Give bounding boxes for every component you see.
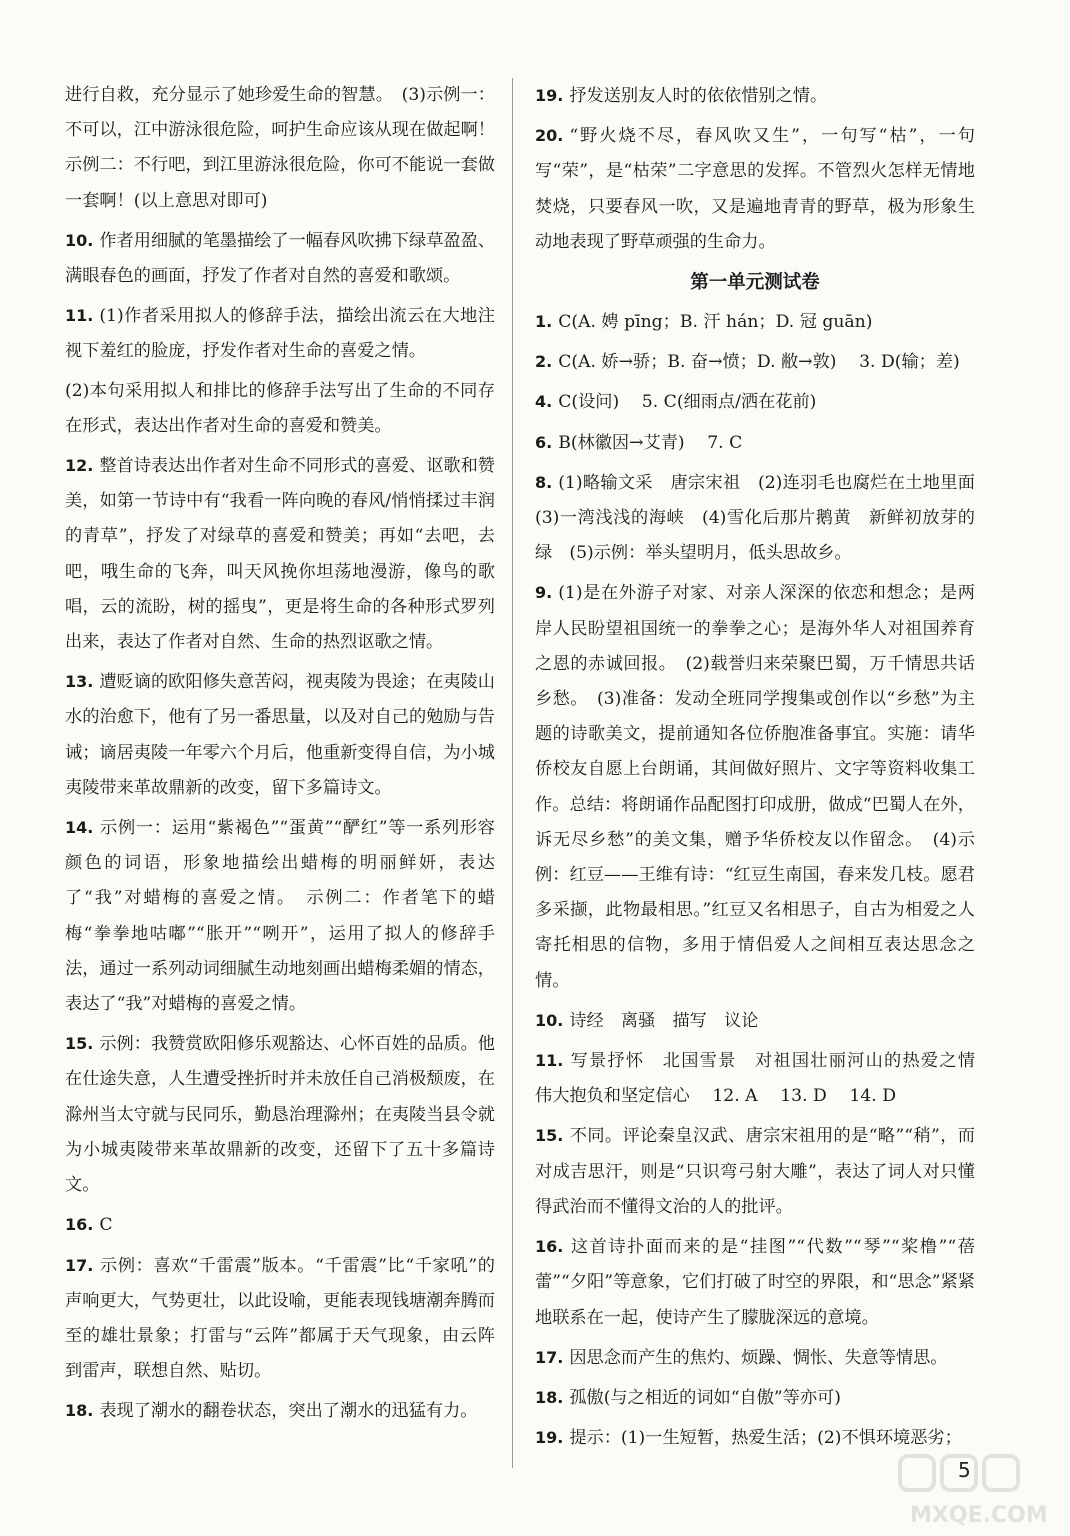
question-number: 15. xyxy=(535,1126,564,1146)
left-answer-item xyxy=(65,1207,495,1243)
right-answer-item xyxy=(535,78,975,114)
question-number: 11. xyxy=(65,306,94,326)
question-number: 2. xyxy=(535,352,553,372)
left-answer-item xyxy=(65,1248,495,1390)
answer-text: 示例一：运用“紫褐色”“蛋黄”“酽红”等一系列形容颜色的词语，形象地描绘出蜡梅的明丽鲜妍，表达了“我”对蜡梅的喜爱之情。 示例二：作者笔下的蜡梅“拳拳地咕嘟”“胀开”“咧开”，运用了拟人的修辞手法，通过一系列动词细腻生动地刻画出蜡梅柔媚的情态，表达了“我”对蜡梅的喜爱之情。 xyxy=(65,818,495,1015)
left-column xyxy=(65,78,495,1434)
answer-text: C(A. 娉 pīng；B. 汗 hán；D. 冠 guān) xyxy=(558,312,873,333)
question-number: 16. xyxy=(65,1215,94,1235)
answer-text: 诗经 离骚 描写 议论 xyxy=(569,1010,759,1031)
section-title: 第一单元测试卷 xyxy=(690,272,820,294)
right-answer-item xyxy=(535,384,975,420)
right-answer-item xyxy=(535,465,993,572)
answer-text: (1)略输文采 唐宗宋祖 (2)连羽毛也腐烂在土地里面 (3)一湾浅浅的海峡 (4)雪化后那片鹅黄 新鲜初放芽的绿 (5)示例：举头望明月，低头思故乡。 xyxy=(535,472,993,564)
right-answer-item xyxy=(535,1380,975,1416)
question-number: 16. xyxy=(535,1237,564,1257)
answer-text: C(A. 娇→骄；B. 奋→愤；D. 敝→敦) 3. D(输；差) xyxy=(558,352,960,373)
left-answer-item xyxy=(65,810,495,1022)
question-number: 10. xyxy=(535,1010,564,1030)
right-answer-item xyxy=(535,304,975,340)
right-answer-item xyxy=(535,1003,975,1039)
answer-text: 提示：(1)一生短暂，热爱生活；(2)不惧环境恶劣； xyxy=(569,1428,962,1449)
answer-text: 遭贬谪的欧阳修失意苦闷，视夷陵为畏途；在夷陵山水的治愈下，他有了另一番思量，以及对自己的勉励与告诫；谪居夷陵一年零六个月后，他重新变得自信，为小城夷陵带来革故鼎新的改变，留下多篇诗文。 xyxy=(65,672,495,798)
question-number: 11. xyxy=(535,1051,564,1071)
right-answer-item xyxy=(535,1340,975,1376)
page-number: 5 xyxy=(958,1458,971,1482)
answer-text: 写景抒怀 北国雪景 对祖国壮丽河山的热爱之情 伟大抱负和坚定信心 12. A 13. D 14. D xyxy=(535,1051,993,1107)
right-answer-item xyxy=(535,1229,975,1336)
answer-text: 不同。评论秦皇汉武、唐宗宋祖用的是“略”“稍”，而对成吉思汗，则是“只识弯弓射大雕”，表达了词人对只懂得武治而不懂得文治的人的批评。 xyxy=(535,1126,975,1217)
question-number: 20. xyxy=(535,126,564,146)
right-column xyxy=(535,78,993,1460)
right-column-bottom xyxy=(535,304,993,1456)
answer-text: (2)本句采用拟人和排比的修辞手法写出了生命的不同存在形式，表达出作者对生命的喜爱和赞美。 xyxy=(65,380,495,436)
column-divider xyxy=(512,78,513,1468)
question-number: 14. xyxy=(65,818,94,838)
answer-text: 表现了潮水的翻卷状态，突出了潮水的迅猛有力。 xyxy=(99,1401,478,1422)
answer-text: 整首诗表达出作者对生命不同形式的喜爱、讴歌和赞美，如第一节诗中有“我看一阵向晚的春风/悄悄揉过丰润的青草”，抒发了对绿草的喜爱和赞美；再如“去吧，去吧，哦生命的飞奔，叫天风挽你坦荡地漫游，像鸟的歌唱，云的流盼，树的摇曳”，更是将生命的各种形式罗列出来，表达了作者对自然、生命的热烈讴歌之情。 xyxy=(65,456,495,653)
question-number: 9. xyxy=(535,583,553,603)
question-number: 17. xyxy=(65,1255,94,1275)
right-answer-item xyxy=(535,1420,975,1456)
answer-text: C xyxy=(99,1215,113,1236)
question-number: 18. xyxy=(65,1401,94,1421)
watermark-logo xyxy=(880,1452,1060,1532)
question-number: 8. xyxy=(535,472,553,492)
left-answer-item xyxy=(65,1393,495,1429)
answer-text: B(林徽因→艾青) 7. C xyxy=(558,432,743,453)
left-answer-item xyxy=(65,223,495,294)
answer-text: “野火烧不尽，春风吹又生”，一句写“枯”，一句写“荣”，是“枯荣”二字意思的发挥。不管烈火怎样无情地焚烧，只要春风一吹，又是遍地青青的野草，极为形象生动地表现了野草顽强的生命力。 xyxy=(535,126,975,252)
left-answer-item xyxy=(65,374,495,444)
question-number: 10. xyxy=(65,230,94,250)
answer-text: 示例：喜欢“千雷震”版本。“千雷震”比“千家吼”的声响更大，气势更壮，以此设喻，更能表现钱塘潮奔腾而至的雄壮景象；打雷与“云阵”都属于天气现象，由云阵到雷声，联想自然、贴切。 xyxy=(65,1255,495,1382)
question-number: 1. xyxy=(535,312,553,332)
right-answer-item xyxy=(535,344,975,380)
right-answer-item xyxy=(535,575,975,998)
left-answer-item xyxy=(65,298,495,369)
question-number: 4. xyxy=(535,392,553,412)
left-answer-item xyxy=(65,664,495,806)
question-number: 19. xyxy=(535,1428,564,1448)
answer-text: 抒发送别友人时的依依惜别之情。 xyxy=(569,86,828,106)
answer-text: (1)作者采用拟人的修辞手法，描绘出流云在大地注视下羞红的脸庞，抒发作者对生命的喜爱之情。 xyxy=(65,306,495,362)
answer-text: C(设问) 5. C(细雨点/洒在花前) xyxy=(558,392,817,413)
right-answer-item xyxy=(535,1118,975,1225)
answer-text: 孤傲(与之相近的词如“自傲”等亦可) xyxy=(569,1387,841,1408)
answer-text: 示例：我赞赏欧阳修乐观豁达、心怀百姓的品质。他在仕途失意，人生遭受挫折时并未放任自己消极颓废，在滁州当太守就与民同乐，勤恳治理滁州；在夷陵当县令就为小城夷陵带来革故鼎新的改变，还留下了五十多篇诗文。 xyxy=(65,1034,495,1196)
question-number: 13. xyxy=(65,672,94,692)
answer-text: 作者用细腻的笔墨描绘了一幅春风吹拂下绿草盈盈、满眼春色的画面，抒发了作者对自然的喜爱和歌颂。 xyxy=(65,230,495,287)
right-answer-item xyxy=(535,118,975,260)
left-answer-item xyxy=(65,1026,495,1203)
question-number: 12. xyxy=(65,456,94,476)
answer-text: (1)是在外游子对家、对亲人深深的依恋和想念；是两岸人民盼望祖国统一的拳拳之心；是海外华人对祖国养育之恩的赤诚回报。 (2)载誉归来荣聚巴蜀，万千情思共话乡愁。 (3)准备：发动全班同学搜集或创作以“乡愁”为主题的诗歌美文，提前通知各位侨胞准备事宜。实施：请华侨校友自愿上台朗诵，其间做好照片、文字等资料收集工作。总结：将朗诵作品配图打印成册，做成“巴蜀人在外，诉无尽乡愁”的美文集，赠予华侨校友以作留念。 (4)示例：红豆——王维有诗：“红豆生南国，春来发几枝。愿君多采撷，此物最相思。”红豆又名相思子，自古为相爱之人寄托相思的信物，多用于情侣爱人之间相互表达思念之情。 xyxy=(535,583,975,991)
left-answer-item xyxy=(65,78,495,219)
answer-text: 这首诗扑面而来的是“挂图”“代数”“琴”“桨橹”“蓓蕾”“夕阳”等意象，它们打破了时空的界限，和“思念”紧紧地联系在一起，使诗产生了朦胧深远的意境。 xyxy=(535,1237,975,1328)
question-number: 17. xyxy=(535,1347,564,1367)
right-column-top xyxy=(535,78,975,260)
answer-text: 进行自救，充分显示了她珍爱生命的智慧。 (3)示例一：不可以，江中游泳很危险，呵护生命应该从现在做起啊！示例二：不行吧，到江里游泳很危险，你可不能说一套做一套啊！(以上意思对即可) xyxy=(65,85,495,211)
question-number: 6. xyxy=(535,432,553,452)
question-number: 15. xyxy=(65,1034,94,1054)
watermark-text: MXQE.COM xyxy=(910,1503,1048,1528)
left-answer-item xyxy=(65,448,495,660)
right-answer-item xyxy=(535,1043,993,1114)
right-answer-item xyxy=(535,425,975,461)
question-number: 19. xyxy=(535,86,564,105)
answer-text: 因思念而产生的焦灼、烦躁、惆怅、失意等情思。 xyxy=(569,1347,948,1368)
question-number: 18. xyxy=(535,1387,564,1407)
